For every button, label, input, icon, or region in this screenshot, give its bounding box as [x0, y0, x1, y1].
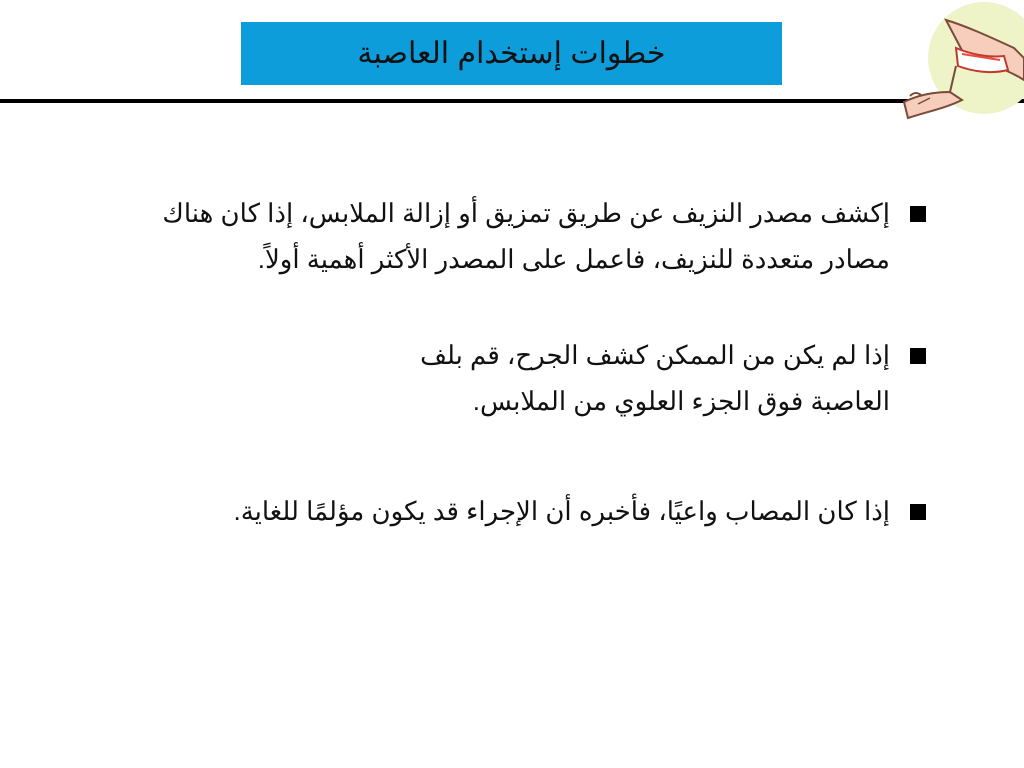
bullet-text: إذا كان المصاب واعيًا، فأخبره أن الإجراء قد يكون مؤلمًا للغاية.	[233, 496, 890, 526]
bullet-square-icon	[910, 348, 926, 364]
bullet-square-icon	[910, 206, 926, 222]
bandaged-arm-icon	[896, 0, 1024, 128]
list-item	[104, 332, 926, 424]
list-item	[104, 488, 926, 534]
list-item	[104, 190, 926, 282]
bullet-list	[104, 190, 926, 534]
bullet-text: إكشف مصدر النزيف عن طريق تمزيق أو إزالة الملابس، إذا كان هناك مصادر متعددة للنزيف، فاعمل على المصدر الأكثر أهمية أولاً.	[162, 198, 890, 274]
bullet-text: إذا لم يكن من الممكن كشف الجرح، قم بلف العاصبة فوق الجزء العلوي من الملابس.	[420, 340, 890, 416]
title-divider	[0, 99, 1024, 103]
slide-title: خطوات إستخدام العاصبة	[357, 37, 666, 70]
bullet-square-icon	[910, 504, 926, 520]
slide-title-banner	[241, 22, 782, 85]
